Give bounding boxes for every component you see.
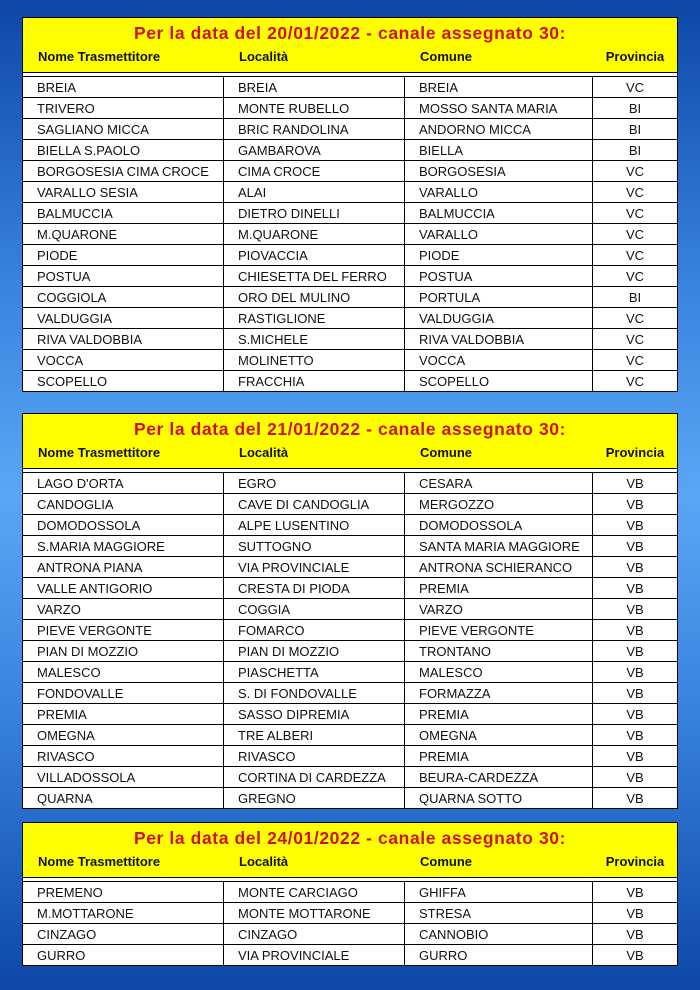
cell-provincia: VC	[625, 248, 645, 263]
cell-comune: VARALLO	[405, 224, 593, 244]
cell-provincia: BI	[628, 101, 642, 116]
cell-provincia: BI	[628, 143, 642, 158]
table-row	[23, 598, 677, 619]
cell-provincia: BI	[628, 290, 642, 305]
cell-localita: MONTE RUBELLO	[224, 98, 405, 118]
cell-comune: RIVA VALDOBBIA	[405, 329, 593, 349]
table-row	[23, 661, 677, 682]
col-localita: Località	[239, 445, 289, 460]
cell-localita: RASTIGLIONE	[224, 308, 405, 328]
cell-comune: GURRO	[405, 945, 593, 965]
col-provincia: Provincia	[605, 49, 665, 64]
cell-comune: MERGOZZO	[405, 494, 593, 514]
cell-nome-trasmettitore: PREMIA	[23, 704, 224, 724]
column-headers	[23, 46, 677, 72]
cell-provincia: VB	[626, 728, 644, 743]
cell-comune: BREIA	[405, 77, 593, 97]
table-row	[23, 160, 677, 181]
cell-localita: RIVASCO	[224, 746, 405, 766]
cell-comune: BEURA-CARDEZZA	[405, 767, 593, 787]
cell-provincia: VB	[626, 602, 644, 617]
cell-comune: SANTA MARIA MAGGIORE	[405, 536, 593, 556]
cell-provincia: VB	[626, 885, 644, 900]
table-row	[23, 514, 677, 535]
cell-provincia: VB	[626, 770, 644, 785]
cell-comune: GHIFFA	[405, 882, 593, 902]
cell-comune: VOCCA	[405, 350, 593, 370]
cell-nome-trasmettitore: DOMODOSSOLA	[23, 515, 224, 535]
cell-nome-trasmettitore: VILLADOSSOLA	[23, 767, 224, 787]
cell-localita: CRESTA DI PIODA	[224, 578, 405, 598]
cell-nome-trasmettitore: OMEGNA	[23, 725, 224, 745]
table-row	[23, 493, 677, 514]
cell-provincia: BI	[628, 122, 642, 137]
table-row	[23, 944, 677, 965]
cell-localita: FRACCHIA	[224, 371, 405, 391]
col-provincia: Provincia	[605, 445, 665, 460]
table-row	[23, 881, 677, 902]
cell-comune: MALESCO	[405, 662, 593, 682]
col-nome-trasmettitore: Nome Trasmettitore	[38, 854, 161, 869]
cell-nome-trasmettitore: S.MARIA MAGGIORE	[23, 536, 224, 556]
cell-nome-trasmettitore: SAGLIANO MICCA	[23, 119, 224, 139]
col-nome-trasmettitore: Nome Trasmettitore	[38, 445, 161, 460]
cell-nome-trasmettitore: VARZO	[23, 599, 224, 619]
cell-provincia: VC	[625, 164, 645, 179]
cell-provincia: VB	[626, 644, 644, 659]
cell-localita: MOLINETTO	[224, 350, 405, 370]
cell-provincia: VB	[626, 623, 644, 638]
cell-provincia: VB	[626, 539, 644, 554]
cell-localita: MONTE CARCIAGO	[224, 882, 405, 902]
cell-localita: CORTINA DI CARDEZZA	[224, 767, 405, 787]
cell-nome-trasmettitore: LAGO D'ORTA	[23, 473, 224, 493]
table-row	[23, 118, 677, 139]
cell-nome-trasmettitore: GURRO	[23, 945, 224, 965]
cell-nome-trasmettitore: FONDOVALLE	[23, 683, 224, 703]
table-row	[23, 724, 677, 745]
cell-localita: PIAN DI MOZZIO	[224, 641, 405, 661]
cell-localita: VIA PROVINCIALE	[224, 557, 405, 577]
cell-comune: SCOPELLO	[405, 371, 593, 391]
table-row	[23, 745, 677, 766]
cell-nome-trasmettitore: BREIA	[23, 77, 224, 97]
cell-localita: CINZAGO	[224, 924, 405, 944]
table-row	[23, 766, 677, 787]
table-row	[23, 703, 677, 724]
cell-comune: TRONTANO	[405, 641, 593, 661]
cell-nome-trasmettitore: CANDOGLIA	[23, 494, 224, 514]
cell-localita: FOMARCO	[224, 620, 405, 640]
table-row	[23, 640, 677, 661]
cell-localita: S.MICHELE	[224, 329, 405, 349]
cell-provincia: VB	[626, 686, 644, 701]
table-row	[23, 370, 677, 391]
cell-nome-trasmettitore: PIODE	[23, 245, 224, 265]
cell-localita: PIOVACCIA	[224, 245, 405, 265]
panel-title: Per la data del 21/01/2022 - canale assegnato 30:	[133, 419, 567, 439]
table-row	[23, 682, 677, 703]
cell-nome-trasmettitore: RIVA VALDOBBIA	[23, 329, 224, 349]
schedule-panel-1	[22, 17, 678, 392]
table-row	[23, 139, 677, 160]
cell-localita: ALAI	[224, 182, 405, 202]
cell-comune: STRESA	[405, 903, 593, 923]
table-row	[23, 97, 677, 118]
cell-nome-trasmettitore: RIVASCO	[23, 746, 224, 766]
cell-nome-trasmettitore: QUARNA	[23, 788, 224, 808]
cell-localita: SUTTOGNO	[224, 536, 405, 556]
panel-header	[23, 823, 677, 878]
col-comune: Comune	[420, 854, 472, 869]
cell-comune: BORGOSESIA	[405, 161, 593, 181]
cell-nome-trasmettitore: M.QUARONE	[23, 224, 224, 244]
column-headers	[23, 851, 677, 877]
cell-localita: VIA PROVINCIALE	[224, 945, 405, 965]
cell-provincia: VB	[626, 749, 644, 764]
schedule-panel-3	[22, 822, 678, 966]
cell-provincia: VB	[626, 927, 644, 942]
col-localita: Località	[239, 49, 289, 64]
cell-comune: PIEVE VERGONTE	[405, 620, 593, 640]
cell-nome-trasmettitore: BORGOSESIA CIMA CROCE	[23, 161, 224, 181]
cell-provincia: VC	[625, 206, 645, 221]
cell-provincia: VB	[626, 906, 644, 921]
table-body	[23, 469, 677, 808]
cell-provincia: VC	[625, 185, 645, 200]
cell-localita: CHIESETTA DEL FERRO	[224, 266, 405, 286]
cell-comune: PIODE	[405, 245, 593, 265]
cell-localita: PIASCHETTA	[224, 662, 405, 682]
table-row	[23, 181, 677, 202]
cell-localita: GREGNO	[224, 788, 405, 808]
cell-comune: ANTRONA SCHIERANCO	[405, 557, 593, 577]
cell-nome-trasmettitore: PIEVE VERGONTE	[23, 620, 224, 640]
cell-provincia: VC	[625, 269, 645, 284]
cell-provincia: VB	[626, 560, 644, 575]
cell-comune: BIELLA	[405, 140, 593, 160]
cell-nome-trasmettitore: MALESCO	[23, 662, 224, 682]
cell-comune: CESARA	[405, 473, 593, 493]
cell-nome-trasmettitore: PREMENO	[23, 882, 224, 902]
cell-comune: VARZO	[405, 599, 593, 619]
cell-localita: DIETRO DINELLI	[224, 203, 405, 223]
cell-comune: POSTUA	[405, 266, 593, 286]
cell-nome-trasmettitore: TRIVERO	[23, 98, 224, 118]
table-body	[23, 878, 677, 965]
cell-localita: ALPE LUSENTINO	[224, 515, 405, 535]
cell-comune: PREMIA	[405, 578, 593, 598]
cell-comune: CANNOBIO	[405, 924, 593, 944]
cell-provincia: VC	[625, 374, 645, 389]
table-row	[23, 244, 677, 265]
col-nome-trasmettitore: Nome Trasmettitore	[38, 49, 161, 64]
table-row	[23, 349, 677, 370]
cell-nome-trasmettitore: VALDUGGIA	[23, 308, 224, 328]
cell-nome-trasmettitore: SCOPELLO	[23, 371, 224, 391]
table-row	[23, 923, 677, 944]
cell-provincia: VB	[626, 948, 644, 963]
cell-nome-trasmettitore: VOCCA	[23, 350, 224, 370]
table-row	[23, 902, 677, 923]
panel-title: Per la data del 20/01/2022 - canale assegnato 30:	[133, 23, 567, 43]
table-row	[23, 76, 677, 97]
table-row	[23, 328, 677, 349]
cell-localita: SASSO DIPREMIA	[224, 704, 405, 724]
panel-header	[23, 414, 677, 469]
cell-localita: TRE ALBERI	[224, 725, 405, 745]
cell-comune: MOSSO SANTA MARIA	[405, 98, 593, 118]
cell-nome-trasmettitore: VALLE ANTIGORIO	[23, 578, 224, 598]
cell-provincia: VB	[626, 791, 644, 806]
cell-localita: CIMA CROCE	[224, 161, 405, 181]
cell-provincia: VC	[625, 353, 645, 368]
cell-provincia: VB	[626, 581, 644, 596]
cell-provincia: VB	[626, 518, 644, 533]
cell-comune: PREMIA	[405, 746, 593, 766]
col-comune: Comune	[420, 49, 472, 64]
table-row	[23, 286, 677, 307]
cell-nome-trasmettitore: BALMUCCIA	[23, 203, 224, 223]
table-row	[23, 265, 677, 286]
cell-provincia: VC	[625, 332, 645, 347]
cell-provincia: VB	[626, 497, 644, 512]
cell-nome-trasmettitore: COGGIOLA	[23, 287, 224, 307]
table-row	[23, 535, 677, 556]
cell-nome-trasmettitore: CINZAGO	[23, 924, 224, 944]
column-headers	[23, 442, 677, 468]
cell-provincia: VC	[625, 80, 645, 95]
panel-title: Per la data del 24/01/2022 - canale assegnato 30:	[133, 828, 567, 848]
table-row	[23, 223, 677, 244]
cell-comune: ANDORNO MICCA	[405, 119, 593, 139]
cell-localita: BRIC RANDOLINA	[224, 119, 405, 139]
cell-comune: PREMIA	[405, 704, 593, 724]
cell-localita: CAVE DI CANDOGLIA	[224, 494, 405, 514]
cell-comune: FORMAZZA	[405, 683, 593, 703]
cell-localita: S. DI FONDOVALLE	[224, 683, 405, 703]
table-row	[23, 577, 677, 598]
cell-provincia: VB	[626, 665, 644, 680]
panel-header	[23, 18, 677, 73]
cell-provincia: VC	[625, 311, 645, 326]
cell-comune: OMEGNA	[405, 725, 593, 745]
cell-comune: VALDUGGIA	[405, 308, 593, 328]
cell-comune: DOMODOSSOLA	[405, 515, 593, 535]
cell-provincia: VC	[625, 227, 645, 242]
table-row	[23, 619, 677, 640]
table-body	[23, 73, 677, 391]
table-row	[23, 307, 677, 328]
cell-provincia: VB	[626, 476, 644, 491]
col-localita: Località	[239, 854, 289, 869]
cell-comune: QUARNA SOTTO	[405, 788, 593, 808]
cell-localita: ORO DEL MULINO	[224, 287, 405, 307]
cell-provincia: VB	[626, 707, 644, 722]
table-row	[23, 556, 677, 577]
table-row	[23, 787, 677, 808]
cell-nome-trasmettitore: VARALLO SESIA	[23, 182, 224, 202]
table-row	[23, 472, 677, 493]
cell-nome-trasmettitore: BIELLA S.PAOLO	[23, 140, 224, 160]
col-comune: Comune	[420, 445, 472, 460]
cell-comune: VARALLO	[405, 182, 593, 202]
col-provincia: Provincia	[605, 854, 665, 869]
cell-nome-trasmettitore: M.MOTTARONE	[23, 903, 224, 923]
cell-nome-trasmettitore: POSTUA	[23, 266, 224, 286]
cell-localita: COGGIA	[224, 599, 405, 619]
cell-localita: MONTE MOTTARONE	[224, 903, 405, 923]
cell-localita: M.QUARONE	[224, 224, 405, 244]
table-row	[23, 202, 677, 223]
cell-comune: PORTULA	[405, 287, 593, 307]
cell-comune: BALMUCCIA	[405, 203, 593, 223]
schedule-panel-2	[22, 413, 678, 809]
cell-localita: BREIA	[224, 77, 405, 97]
cell-nome-trasmettitore: ANTRONA PIANA	[23, 557, 224, 577]
cell-nome-trasmettitore: PIAN DI MOZZIO	[23, 641, 224, 661]
cell-localita: GAMBAROVA	[224, 140, 405, 160]
cell-localita: EGRO	[224, 473, 405, 493]
